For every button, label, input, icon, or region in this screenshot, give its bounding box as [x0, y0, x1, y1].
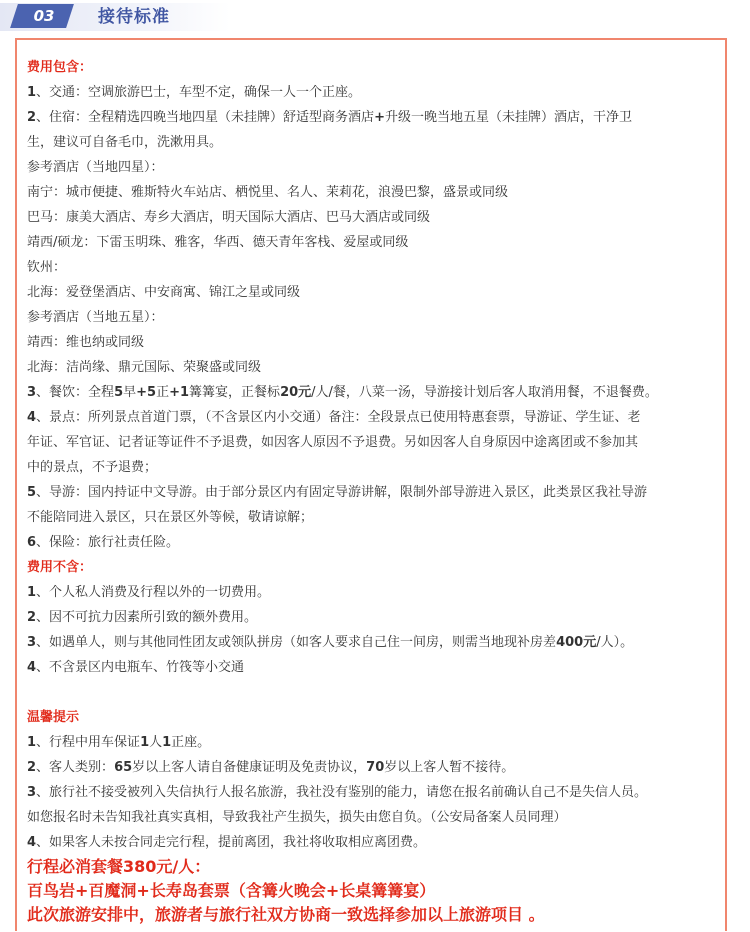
excluded-line: 3、如遇单人，则与其他同性团友或领队拼房（如客人要求自己住一间房，则需当地现补房差400元/人）。: [27, 635, 634, 650]
included-line: 年证、军官证、记者证等证件不予退费，如因客人原因不予退费。另如因客人自身原因中途离团或不参加其: [27, 435, 639, 450]
included-line: 不能陪同进入景区，只在景区外等候，敬请谅解；: [27, 510, 314, 525]
included-line: 参考酒店（当地四星）：: [27, 160, 164, 175]
included-line: 靖西：维也纳或同级: [27, 335, 145, 350]
included-line: 6、保险：旅行社责任险。: [27, 535, 180, 550]
notice-line: 行程必消套餐380元/人：: [27, 857, 211, 876]
section-header: [0, 0, 750, 34]
included-line: 巴马：康美大酒店、寿乡大酒店，明天国际大酒店、巴马大酒店或同级: [27, 210, 431, 225]
tips-line: 如您报名时未告知我社真实真相，导致我社产生损失，损失由您自负。（公安局备案人员同理）: [27, 810, 567, 825]
tips-line: 1、行程中用车保证1人1正座。: [27, 735, 211, 750]
tips-heading: 温馨提示: [27, 710, 80, 725]
excluded-heading: 费用不含：: [27, 560, 93, 575]
included-line: 3、餐饮：全程5早+5正+1篝篝宴，正餐标20元/人/餐，八菜一汤，导游接计划后客人取消用餐，不退餐费。: [27, 385, 658, 400]
included-line: 北海：爱登堡酒店、中安商寓、锦江之星或同级: [27, 285, 301, 300]
included-line: 钦州：: [27, 260, 67, 275]
included-line: 中的景点，不予退费；: [27, 460, 158, 475]
included-line: 生，建议可自备毛巾，洗漱用具。: [27, 135, 223, 150]
tips-line: 3、旅行社不接受被列入失信执行人报名旅游，我社没有鉴别的能力，请您在报名前确认自己不是失信人员。: [27, 785, 648, 800]
tips-line: 4、如果客人未按合同走完行程，提前离团，我社将收取相应离团费。: [27, 835, 427, 850]
excluded-line: 4、不含景区内电瓶车、竹筏等小交通: [27, 660, 245, 675]
notice-line: 此次旅游安排中，旅游者与旅行社双方协商一致选择参加以上旅游项目 。: [27, 905, 545, 924]
included-line: 2、住宿：全程精选四晚当地四星（未挂牌）舒适型商务酒店+升级一晚当地五星（未挂牌）酒店，干净卫: [27, 110, 632, 125]
tips-line: 2、客人类别：65岁以上客人请自备健康证明及免责协议，70岁以上客人暂不接待。: [27, 760, 515, 775]
included-line: 靖西/硕龙：下雷玉明珠、雅客，华西、德天青年客栈、爱屋或同级: [27, 235, 409, 250]
excluded-line: 2、因不可抗力因素所引致的额外费用。: [27, 610, 258, 625]
included-line: 4、景点：所列景点首道门票，（不含景区内小交通）备注：全段景点已使用特惠套票，导游证、学生证、老: [27, 410, 641, 425]
excluded-line: 1、个人私人消费及行程以外的一切费用。: [27, 585, 271, 600]
section-title: 接待标准: [98, 7, 170, 27]
included-heading: 费用包含：: [27, 60, 93, 75]
section-number: 03: [33, 7, 55, 25]
included-line: 参考酒店（当地五星）：: [27, 310, 164, 325]
included-line: 南宁：城市便捷、雅斯特火车站店、栖悦里、名人、茉莉花，浪漫巴黎，盛景或同级: [27, 185, 509, 200]
included-line: 5、导游：国内持证中文导游。由于部分景区内有固定导游讲解，限制外部导游进入景区，此类景区我社导游: [27, 485, 648, 500]
included-line: 北海：洁尚缘、鼎元国际、荣聚盛或同级: [27, 360, 262, 375]
included-line: 1、交通：空调旅游巴士，车型不定，确保一人一个正座。: [27, 85, 362, 100]
notice-line: 百鸟岩+百魔洞+长寿岛套票（含篝火晚会+长桌篝篝宴）: [27, 881, 436, 900]
